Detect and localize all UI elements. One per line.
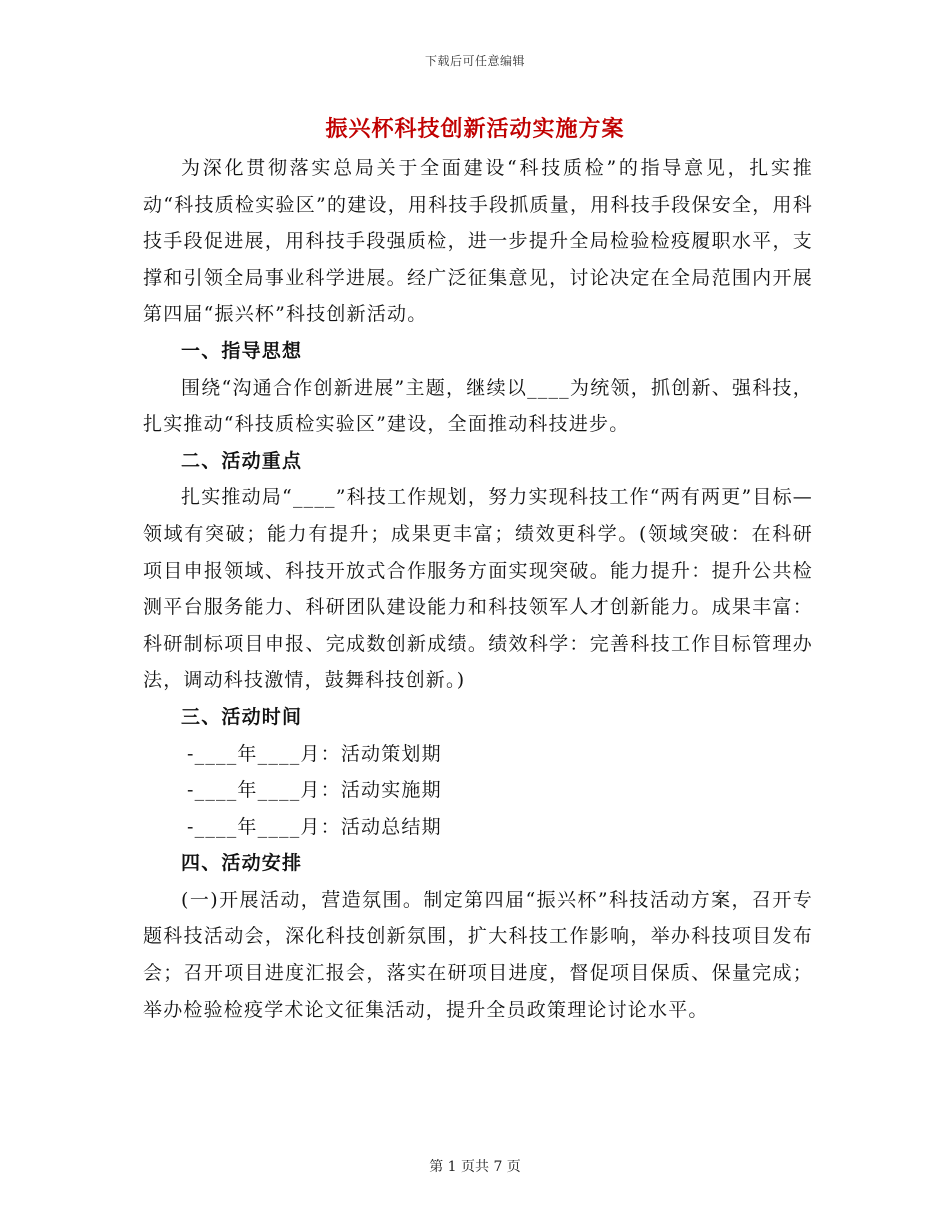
activity-arrangement-paragraph: (一)开展活动，营造氛围。制定第四届“振兴杯”科技活动方案，召开专题科技活动会，深化科技创新氛围，扩大科技工作影响，举办科技项目发布会；召开项目进度汇报会，落实在研项目进度，督促项目保质、保量完成；举办检验检疫学术论文征集活动，提升全员政策理论讨论水平。 <box>143 888 813 1021</box>
activity-focus-paragraph: 扎实推动局“____”科技工作规划，努力实现科技工作“两有两更”目标—领域有突破；能力有提升；成果更丰富；绩效更科学。(领域突破：在科研项目申报领域、科技开放式合作服务方面实现突破。能力提升：提升公共检测平台服务能力、科研团队建设能力和科技领军人才创新能力。成果丰富：科研制标项目申报、完成数创新成绩。绩效科学：完善科技工作目标管理办法，调动科技激情，鼓舞科技创新。) <box>143 486 813 692</box>
guiding-ideology-paragraph: 围绕“沟通合作创新进展”主题，继续以____为统领，抓创新、强科技，扎实推动“科技质检实验区”建设，全面推动科技进步。 <box>143 376 813 436</box>
section-heading-guiding-ideology: 一、指导思想 <box>181 339 303 362</box>
page-footer: 第 1 页共 7 页 <box>429 1159 521 1175</box>
schedule-item-implementation: -____年____月：活动实施期 <box>187 779 442 802</box>
schedule-item-summary: -____年____月：活动总结期 <box>187 815 442 838</box>
intro-paragraph: 为深化贯彻落实总局关于全面建设“科技质检”的指导意见，扎实推动“科技质检实验区”的建设，用科技手段抓质量，用科技手段保安全，用科技手段促进展，用科技手段强质检，进一步提升全局检验检疫履职水平，支撑和引领全局事业科学进展。经广泛征集意见，讨论决定在全局范围内开展第四届“振兴杯”科技创新活动。 <box>143 157 813 326</box>
schedule-item-planning: -____年____月：活动策划期 <box>187 742 442 765</box>
section-heading-activity-time: 三、活动时间 <box>181 705 303 728</box>
header-note: 下载后可任意编辑 <box>424 54 525 68</box>
section-heading-activity-focus: 二、活动重点 <box>181 449 303 472</box>
document-body <box>143 150 813 1028</box>
document-title: 振兴杯科技创新活动实施方案 <box>325 116 625 142</box>
section-heading-activity-arrangement: 四、活动安排 <box>181 852 303 875</box>
